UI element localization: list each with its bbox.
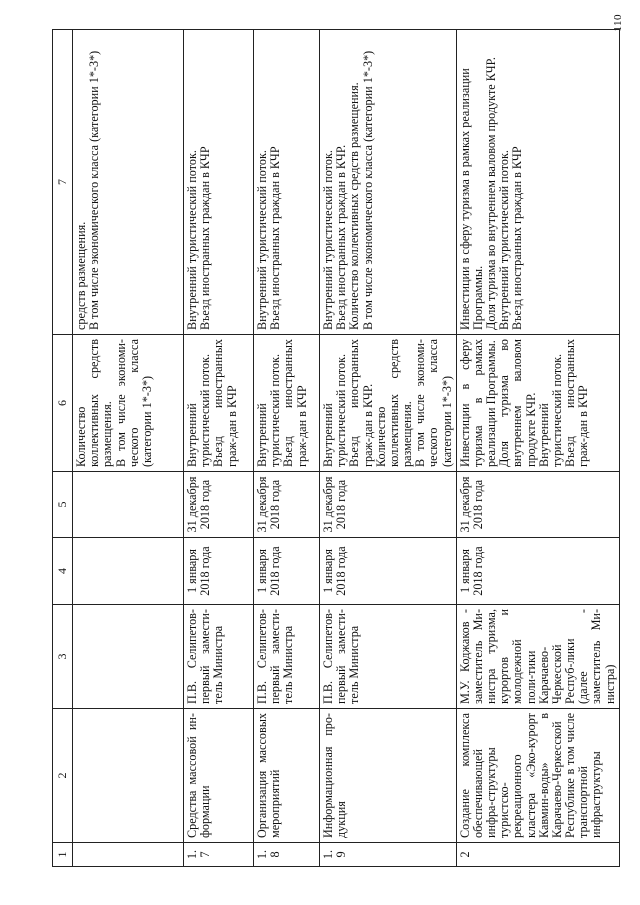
responsible-person: М.У. Коджаков - заместитель Ми-нистра туризма, курортов и молодежной поли-тики Карачаево-Черкесской Респуб-лики (далее - заместитель Ми-нистра) bbox=[456, 605, 619, 709]
start-date: 1 января 2018 года bbox=[320, 538, 457, 605]
table-row bbox=[456, 30, 619, 867]
responsible-person bbox=[73, 605, 184, 709]
table-row bbox=[320, 30, 457, 867]
table-row bbox=[254, 30, 320, 867]
column-header: 2 bbox=[53, 709, 73, 843]
table-frame bbox=[52, 30, 617, 867]
event-name: Информационная про-дукция bbox=[320, 709, 457, 843]
expected-result: Внутренний туристический поток. Въезд иностранных граж-дан в КЧР bbox=[254, 335, 320, 472]
expected-result: Внутренний туристический поток. Въезд иностранных граж-дан в КЧР. Количество коллективных средств размещения. В том числе экономи-ческого класса (категории 1*-3*) bbox=[320, 335, 457, 472]
rotated-table-container bbox=[52, 30, 617, 867]
responsible-person: П.В. Селипетов-первый замести-тель Министра bbox=[320, 605, 457, 709]
event-name bbox=[73, 709, 184, 843]
table-row bbox=[73, 30, 184, 867]
target-indicator: Внутренний туристический поток. Въезд иностранных граждан в КЧР bbox=[254, 30, 320, 335]
end-date: 31 декабря 2018 года bbox=[254, 472, 320, 538]
start-date: 1 января 2018 года bbox=[456, 538, 619, 605]
end-date: 31 декабря 2018 года bbox=[456, 472, 619, 538]
end-date bbox=[73, 472, 184, 538]
table-row bbox=[184, 30, 254, 867]
column-header: 5 bbox=[53, 472, 73, 538]
target-indicator: средств размещения. В том числе экономического класса (категории 1*-3*) bbox=[73, 30, 184, 335]
row-number: 1.8 bbox=[254, 843, 320, 867]
responsible-person: П.В. Селипетов-первый замести-тель Министра bbox=[254, 605, 320, 709]
row-number: 1.7 bbox=[184, 843, 254, 867]
end-date: 31 декабря 2018 года bbox=[320, 472, 457, 538]
expected-result: Количество коллективных средств размещения. В том числе экономи-ческого класса (категории 1*-3*) bbox=[73, 335, 184, 472]
target-indicator: Внутренний туристический поток. Въезд иностранных граждан в КЧР bbox=[184, 30, 254, 335]
page-number: 110 bbox=[612, 14, 624, 32]
target-indicator: Внутренний туристический поток. Въезд иностранных граждан в КЧР. Количество коллективных средств размещения. В том числе экономического класса (категории 1*-3*) bbox=[320, 30, 457, 335]
start-date bbox=[73, 538, 184, 605]
row-number bbox=[73, 843, 184, 867]
expected-result: Инвестиции в сферу туризма в рамках реализации Программы. Доля туризма во внутреннем валовом продукте КЧР. Внутренний туристический поток. Въезд иностранных граж-дан в КЧР bbox=[456, 335, 619, 472]
event-name: Средства массовой ин-формации bbox=[184, 709, 254, 843]
column-header: 4 bbox=[53, 538, 73, 605]
header-row bbox=[53, 30, 73, 867]
row-number: 2 bbox=[456, 843, 619, 867]
responsible-person: П.В. Селипетов-первый замести-тель Министра bbox=[184, 605, 254, 709]
row-number: 1.9 bbox=[320, 843, 457, 867]
event-name: Создание комплекса обеспечивающей инфра-структуры туристско-рекреационного кластера «Эко-курорт Кавмин-воды» в Карачаево-Черкесской Республике в том числе транспортной инфраструктуры bbox=[456, 709, 619, 843]
start-date: 1 января 2018 года bbox=[184, 538, 254, 605]
event-name: Организация массовых мероприятий bbox=[254, 709, 320, 843]
start-date: 1 января 2018 года bbox=[254, 538, 320, 605]
target-indicator: Инвестиции в сферу туризма в рамках реализации Программы. Доля туризма во внутреннем валовом продукте КЧР. Внутренний туристический поток. Въезд иностранных граждан в КЧР bbox=[456, 30, 619, 335]
column-header: 6 bbox=[53, 335, 73, 472]
column-header: 3 bbox=[53, 605, 73, 709]
programme-table bbox=[52, 29, 620, 867]
end-date: 31 декабря 2018 года bbox=[184, 472, 254, 538]
column-header: 1 bbox=[53, 843, 73, 867]
column-header: 7 bbox=[53, 30, 73, 335]
expected-result: Внутренний туристический поток. Въезд иностранных граж-дан в КЧР bbox=[184, 335, 254, 472]
